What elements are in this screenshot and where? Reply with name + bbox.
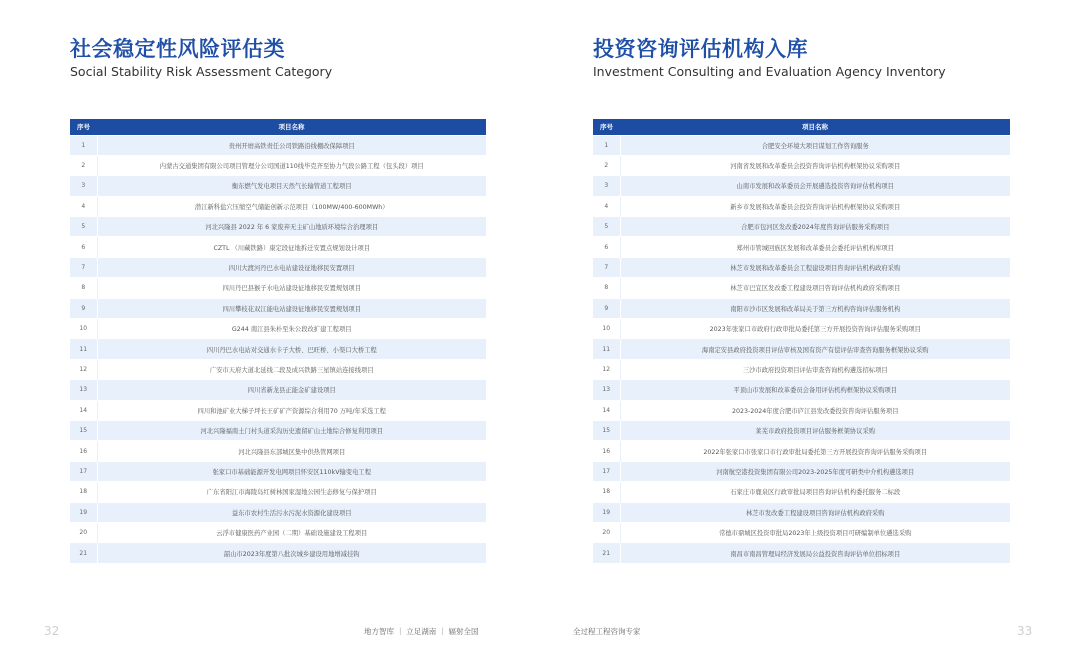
row-number: 9 — [70, 298, 97, 318]
row-number: 3 — [70, 176, 97, 196]
row-number: 1 — [593, 135, 620, 155]
row-number: 11 — [593, 339, 620, 359]
row-number: 13 — [593, 380, 620, 400]
table-body — [593, 135, 1010, 563]
table-row — [70, 461, 486, 481]
project-name: 四川丹巴水电站对交通水卡子大桥、巴旺桥、小渠口大桥工程 — [97, 339, 486, 359]
table-row — [70, 380, 486, 400]
row-number: 12 — [593, 359, 620, 379]
row-number: 9 — [593, 298, 620, 318]
project-name: CZTL （川藏铁路）康定段征地拆迁安置点规划设计项目 — [97, 237, 486, 257]
table-row — [593, 278, 1010, 298]
row-number: 6 — [70, 237, 97, 257]
table-header-row — [70, 119, 486, 135]
panel-title-zh: 社会稳定性风险评估类 — [70, 37, 285, 61]
project-name: 林芝市巴宜区发改委工程建设项目咨询评估机构政府采购项目 — [620, 278, 1010, 298]
row-number: 7 — [593, 257, 620, 277]
header-no: 序号 — [70, 119, 97, 135]
table-row — [593, 155, 1010, 175]
table-row — [70, 482, 486, 502]
table-row — [593, 298, 1010, 318]
table-row — [70, 420, 486, 440]
page-number-left: 32 — [44, 624, 60, 638]
project-name: 韶山市2023年度第八批次城乡建设用地增减挂钩 — [97, 543, 486, 563]
row-number: 14 — [593, 400, 620, 420]
project-name: 四川省新龙县正能金矿建设项目 — [97, 380, 486, 400]
row-number: 3 — [593, 176, 620, 196]
project-name: 南阳市沙市区发展和改革局关于第三方机构咨询评估服务机构 — [620, 298, 1010, 318]
table-row — [70, 502, 486, 522]
row-number: 19 — [593, 502, 620, 522]
table-row — [593, 461, 1010, 481]
project-name: 四川攀枝花双江能电站建设征地移民安置规划项目 — [97, 298, 486, 318]
table-row — [70, 400, 486, 420]
project-name: 潜江新科盐穴压缩空气储能创新示范项目（100MW/400-600MWh） — [97, 196, 486, 216]
project-name: 河北兴隆县东部城区集中供热管网项目 — [97, 441, 486, 461]
row-number: 15 — [70, 420, 97, 440]
table-row — [593, 319, 1010, 339]
row-number: 19 — [70, 502, 97, 522]
project-name: 河北兴隆福南土门村头道采沟历史遗留矿山土地综合修复利用项目 — [97, 420, 486, 440]
row-number: 18 — [70, 482, 97, 502]
project-name: 合肥市包河区发改委2024年度咨询评估服务采购项目 — [620, 217, 1010, 237]
project-name: G244 南江县朱朴至朱公段改扩建工程项目 — [97, 319, 486, 339]
row-number: 18 — [593, 482, 620, 502]
panel-title-en: Social Stability Risk Assessment Category — [70, 64, 333, 79]
row-number: 4 — [593, 196, 620, 216]
table-row — [593, 502, 1010, 522]
table-row — [593, 359, 1010, 379]
project-name: 内蒙古交通集团有限公司项目管理分公司国道110线毕克齐至协力气段公路工程（包头段）项目 — [97, 155, 486, 175]
row-number: 12 — [70, 359, 97, 379]
project-name: 2023-2024年度合肥市庐江县发改委投资咨询评估服务项目 — [620, 400, 1010, 420]
project-name: 南昌市南昌管理局经济发展局公益投资咨询评估单位招标项目 — [620, 543, 1010, 563]
project-name: 广东省阳江市海陵岛红树林国家湿地公园生态修复与保护项目 — [97, 482, 486, 502]
table-row — [70, 319, 486, 339]
row-number: 16 — [70, 441, 97, 461]
table-row — [593, 400, 1010, 420]
project-name: 海南定安县政府投资项目评估审核及国有资产有偿评估审查咨询服务框架协议采购 — [620, 339, 1010, 359]
table-row — [593, 257, 1010, 277]
row-number: 5 — [593, 217, 620, 237]
project-name: 合肥安全环境大项目谋划工作咨询服务 — [620, 135, 1010, 155]
table-row — [70, 441, 486, 461]
project-name: 新乡市发展和改革委员会投资咨询评估机构框架协议采购项目 — [620, 196, 1010, 216]
table-row — [70, 237, 486, 257]
project-name: 贵州开磨高铁责任公司铁路沿线棚改保障项目 — [97, 135, 486, 155]
project-name: 莱芜市政府投资项目评估服务框架协议采购 — [620, 420, 1010, 440]
project-name: 林芝市发改委工程建设项目咨询评估机构政府采购 — [620, 502, 1010, 522]
row-number: 21 — [593, 543, 620, 563]
row-number: 7 — [70, 257, 97, 277]
project-name: 林芝市发展和改革委员会工程建设项目咨询评估机构政府采购 — [620, 257, 1010, 277]
row-number: 17 — [593, 461, 620, 481]
project-name: 河北兴隆县 2022 年 6 家废弃无主矿山地质环境综合治理项目 — [97, 217, 486, 237]
table-row — [593, 339, 1010, 359]
table-row — [593, 237, 1010, 257]
table-row — [70, 278, 486, 298]
row-number: 11 — [70, 339, 97, 359]
row-number: 21 — [70, 543, 97, 563]
panel-title-en: Investment Consulting and Evaluation Agency Inventory — [593, 64, 946, 79]
table-row — [70, 196, 486, 216]
table-row — [70, 339, 486, 359]
row-number: 1 — [70, 135, 97, 155]
project-name: 四川和池矿业大梯子坪长王矿矿产资源综合利用70 万吨/年采选工程 — [97, 400, 486, 420]
project-name: 三沙市政府投资项目评估审查咨询机构遴选招标项目 — [620, 359, 1010, 379]
project-name: 张家口市基础能源开发电网项目怀安区110kV输变电工程 — [97, 461, 486, 481]
table-row — [593, 196, 1010, 216]
project-table — [593, 119, 1010, 563]
row-number: 17 — [70, 461, 97, 481]
project-name: 2022年张家口市张家口市行政审批局委托第三方开展投资咨询评估服务采购项目 — [620, 441, 1010, 461]
project-name: 河南航空港投资集团有限公司2023-2025年度可研类中介机构遴选项目 — [620, 461, 1010, 481]
table-row — [70, 176, 486, 196]
row-number: 20 — [593, 522, 620, 542]
table-row — [70, 155, 486, 175]
table-row — [70, 257, 486, 277]
row-number: 10 — [593, 319, 620, 339]
project-name: 郑州市管城回族区发展和改革委员会委托评估机构库项目 — [620, 237, 1010, 257]
row-number: 2 — [70, 155, 97, 175]
row-number: 2 — [593, 155, 620, 175]
table-row — [593, 522, 1010, 542]
project-table — [70, 119, 486, 563]
table-row — [593, 482, 1010, 502]
project-name: 四川大渡河丹巴水电站建设征地移民安置项目 — [97, 257, 486, 277]
row-number: 5 — [70, 217, 97, 237]
table-row — [593, 380, 1010, 400]
table-row — [593, 441, 1010, 461]
header-name: 项目名称 — [620, 119, 1010, 135]
row-number: 8 — [593, 278, 620, 298]
header-name: 项目名称 — [97, 119, 486, 135]
row-number: 8 — [70, 278, 97, 298]
table-row — [593, 217, 1010, 237]
row-number: 13 — [70, 380, 97, 400]
table-row — [70, 135, 486, 155]
table-row — [70, 543, 486, 563]
row-number: 14 — [70, 400, 97, 420]
project-name: 衡东燃气发电项目天然气长输管道工程项目 — [97, 176, 486, 196]
row-number: 15 — [593, 420, 620, 440]
footer-slogan-right: 全过程工程咨询专家 — [573, 627, 641, 636]
project-name: 广安市天府大道北延线二段及成兴铁路三星镇站连接线项目 — [97, 359, 486, 379]
row-number: 20 — [70, 522, 97, 542]
page-number-right: 33 — [1017, 624, 1033, 638]
table-body — [70, 135, 486, 563]
header-no: 序号 — [593, 119, 620, 135]
table-row — [70, 359, 486, 379]
project-name: 河南省发展和改革委员会投资咨询评估机构框架协议采购项目 — [620, 155, 1010, 175]
table-row — [593, 176, 1010, 196]
table-row — [70, 217, 486, 237]
row-number: 16 — [593, 441, 620, 461]
table-row — [593, 135, 1010, 155]
table-header-row — [593, 119, 1010, 135]
table-row — [70, 298, 486, 318]
project-name: 云浮市健康医药产业园（二期）基础设施建设工程项目 — [97, 522, 486, 542]
panel-title-zh: 投资咨询评估机构入库 — [593, 37, 808, 61]
project-name: 山南市发展和改革委员会开展遴选投资咨询评估机构项目 — [620, 176, 1010, 196]
project-name: 平顶山市发展和改革委员会备用评估机构框架协议采购项目 — [620, 380, 1010, 400]
table-row — [593, 543, 1010, 563]
project-name: 常德市鼎城区投资审批局2023年上级投资项目可研编制单位遴选采购 — [620, 522, 1010, 542]
project-name: 四川丹巴县猴子水电站建设征地移民安置规划项目 — [97, 278, 486, 298]
row-number: 10 — [70, 319, 97, 339]
table-row — [70, 522, 486, 542]
row-number: 4 — [70, 196, 97, 216]
table-row — [593, 420, 1010, 440]
footer-slogan-left: 地方智库 ｜ 立足湖南 ｜ 辐射全国 — [364, 627, 479, 636]
project-name: 2023年张家口市政府行政审批局委托第三方开展投资咨询评估服务采购项目 — [620, 319, 1010, 339]
project-name: 石家庄市鹿泉区行政审批局项目咨询评估机构委托服务二标段 — [620, 482, 1010, 502]
row-number: 6 — [593, 237, 620, 257]
project-name: 益东市农村生活污水污泥水资源化建设项目 — [97, 502, 486, 522]
